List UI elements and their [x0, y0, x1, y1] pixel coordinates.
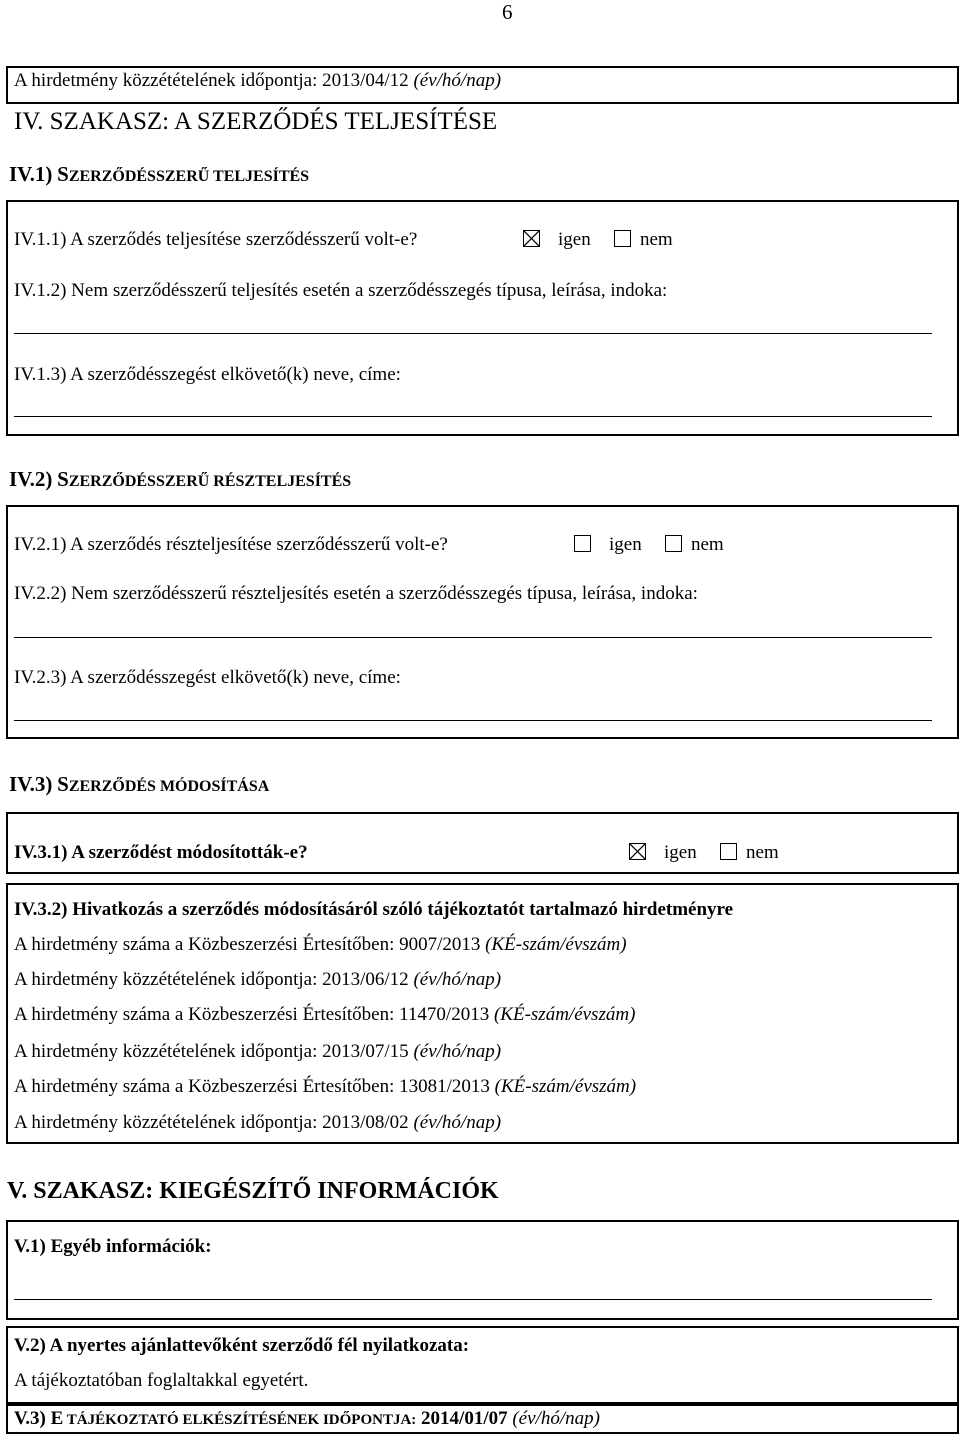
notice-format-hint: (év/hó/nap) [413, 1041, 502, 1062]
answer-line-4-2-3[interactable] [14, 720, 932, 721]
answer-line-4-1-3[interactable] [14, 416, 932, 417]
question-4-1-2: IV.1.2) Nem szerződésszerű teljesítés esetén a szerződésszegés típusa, leírása, indoka: [14, 280, 668, 301]
checked-x-icon [630, 844, 645, 859]
question-4-3-2: IV.3.2) Hivatkozás a szerződés módosításáról szóló tájékoztatót tartalmazó hirdetményre [14, 899, 734, 920]
section-5-title: V. SZAKASZ: KIEGÉSZÍTŐ INFORMÁCIÓK [7, 1178, 499, 1204]
checked-x-icon [524, 231, 539, 246]
page-number: 6 [502, 0, 513, 24]
checkbox-4-3-1-nem[interactable] [720, 843, 737, 860]
heading-initial: S [57, 162, 69, 186]
checkbox-label-igen: igen [558, 229, 591, 250]
notice-label: A hirdetmény közzétételének időpontja: 2013/07/15 [14, 1041, 409, 1062]
checkbox-4-2-1-nem[interactable] [665, 535, 682, 552]
answer-line-5-1[interactable] [14, 1299, 932, 1300]
section-4-3-heading [9, 772, 269, 797]
section-4-title: IV. SZAKASZ: A SZERZŐDÉS TELJESÍTÉSE [14, 108, 498, 135]
notice-line-1 [14, 934, 627, 956]
question-4-2-3: IV.2.3) A szerződésszegést elkövető(k) neve, címe: [14, 667, 401, 688]
v3-date: 2014/01/07 [416, 1408, 508, 1429]
notice-line-2 [14, 969, 501, 991]
checkbox-4-1-1-nem[interactable] [614, 230, 631, 247]
checkbox-label-igen: igen [664, 842, 697, 863]
notice-format-hint: (KÉ-szám/évszám) [494, 1076, 637, 1097]
notice-format-hint: (év/hó/nap) [413, 1112, 502, 1133]
section-5-1-box [6, 1220, 959, 1320]
question-5-2: V.2) A nyertes ajánlattevőként szerződő fél nyilatkozata: [14, 1335, 470, 1356]
date-format-hint: (év/hó/nap) [512, 1408, 600, 1429]
section-4-2-heading [9, 467, 351, 492]
checkbox-4-3-1-igen[interactable] [629, 843, 646, 860]
notice-label: A hirdetmény száma a Közbeszerzési Értesítőben: 9007/2013 [14, 934, 481, 955]
notice-format-hint: (év/hó/nap) [413, 969, 502, 990]
answer-5-2: A tájékoztatóban foglaltakkal egyetért. [14, 1370, 309, 1391]
notice-label: A hirdetmény közzétételének időpontja: 2013/06/12 [14, 969, 409, 990]
heading-initial: S [57, 772, 69, 796]
heading-number: IV.3) [9, 772, 53, 796]
checkbox-label-nem: nem [691, 534, 724, 555]
notice-label: A hirdetmény közzétételének időpontja: 2013/08/02 [14, 1112, 409, 1133]
question-4-1-3: IV.1.3) A szerződésszegést elkövető(k) neve, címe: [14, 364, 401, 385]
heading-text: ZERZŐDÉSSZERŰ RÉSZTELJESÍTÉS [68, 473, 352, 490]
v3-number: V.3) E [14, 1408, 64, 1429]
question-5-3 [14, 1408, 600, 1430]
heading-number: IV.1) [9, 162, 53, 186]
section-4-1-heading [9, 162, 309, 187]
publication-date-label: A hirdetmény közzétételének időpontja: 2013/04/12 [14, 70, 409, 91]
notice-label: A hirdetmény száma a Közbeszerzési Értesítőben: 13081/2013 [14, 1076, 490, 1097]
question-5-1: V.1) Egyéb információk: [14, 1236, 212, 1257]
heading-initial: S [57, 467, 69, 491]
question-4-3-1: IV.3.1) A szerződést módosították-e? [14, 842, 308, 863]
answer-line-4-2-2[interactable] [14, 637, 932, 638]
notice-label: A hirdetmény száma a Közbeszerzési Értesítőben: 11470/2013 [14, 1004, 490, 1025]
checkbox-label-nem: nem [746, 842, 779, 863]
notice-format-hint: (KÉ-szám/évszám) [493, 1004, 636, 1025]
checkbox-4-2-1-igen[interactable] [574, 535, 591, 552]
notice-line-6 [14, 1112, 501, 1134]
heading-text: ZERZŐDÉSSZERŰ TELJESÍTÉS [68, 168, 310, 185]
question-4-2-2: IV.2.2) Nem szerződésszerű részteljesítés esetén a szerződésszegés típusa, leírása, indoka: [14, 583, 698, 604]
notice-line-3 [14, 1004, 635, 1026]
question-4-1-1: IV.1.1) A szerződés teljesítése szerződésszerű volt-e? [14, 229, 418, 250]
heading-number: IV.2) [9, 467, 53, 491]
checkbox-label-igen: igen [609, 534, 642, 555]
question-4-2-1: IV.2.1) A szerződés részteljesítése szerződésszerű volt-e? [14, 534, 448, 555]
notice-line-5 [14, 1076, 636, 1098]
checkbox-4-1-1-igen[interactable] [523, 230, 540, 247]
notice-line-4 [14, 1041, 501, 1063]
date-format-hint: (év/hó/nap) [413, 70, 502, 91]
heading-text: ZERZŐDÉS MÓDOSÍTÁSA [68, 778, 270, 795]
answer-line-4-1-2[interactable] [14, 333, 932, 334]
checkbox-label-nem: nem [640, 229, 673, 250]
notice-format-hint: (KÉ-szám/évszám) [485, 934, 627, 955]
v3-label: TÁJÉKOZTATÓ ELKÉSZÍTÉSÉNEK IDŐPONTJA: [63, 1412, 417, 1428]
publication-date-row [14, 70, 501, 92]
